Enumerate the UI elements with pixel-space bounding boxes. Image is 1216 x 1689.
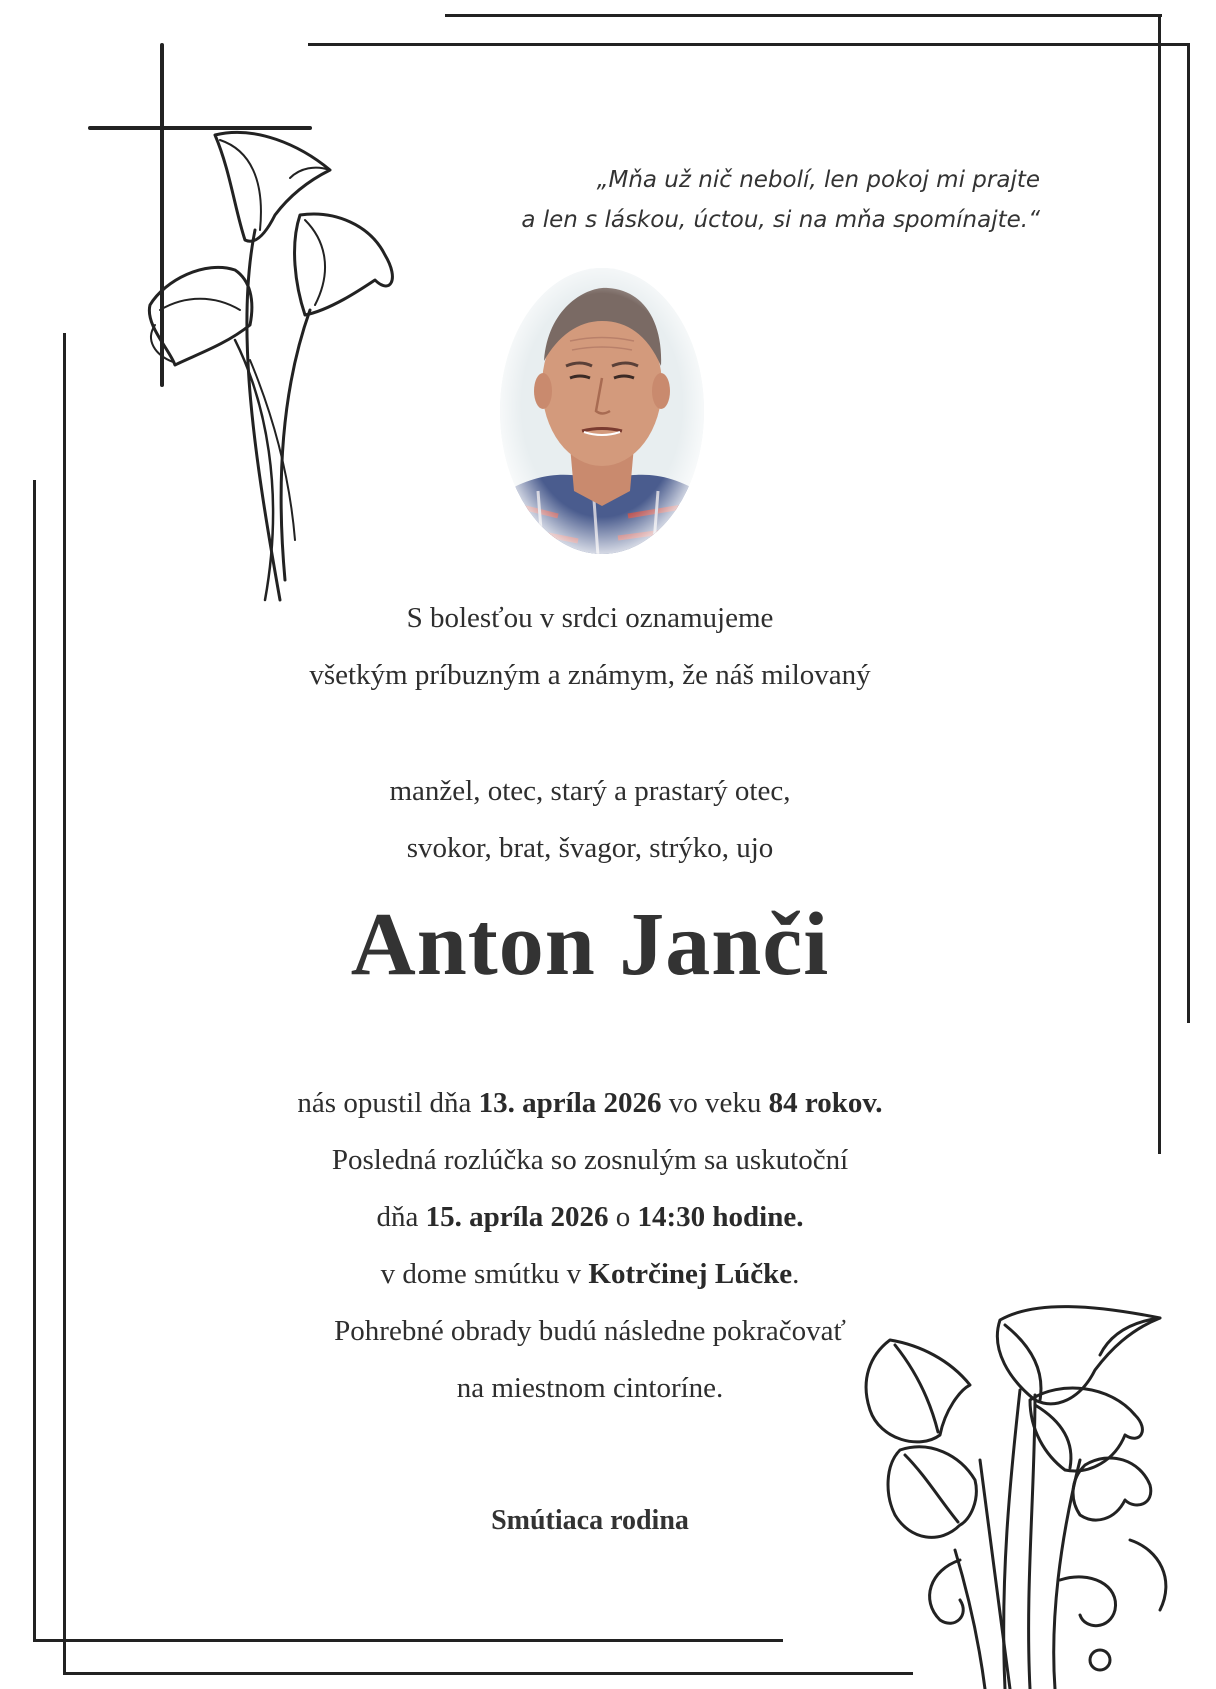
funeral-time-text: o [608, 1201, 638, 1233]
memorial-quote [380, 160, 1040, 240]
portrait-photo [498, 266, 706, 556]
death-text: nás opustil dňa [297, 1087, 479, 1119]
intro-line-2: všetkým príbuzným a známym, že náš milovaný [309, 659, 871, 691]
frame-line-bottom-outer [33, 1639, 783, 1642]
frame-line-left-outer [33, 480, 36, 1640]
place-period: . [792, 1258, 800, 1290]
funeral-place: Kotrčinej Lúčke [588, 1258, 793, 1290]
details-line-1 [150, 1075, 1030, 1132]
relations-line-2: svokor, brat, švagor, strýko, ujo [406, 832, 774, 864]
funeral-date: 15. apríla 2026 [425, 1201, 609, 1233]
frame-line-bottom-inner [63, 1672, 913, 1675]
signature: Smútiaca rodina [491, 1505, 689, 1536]
death-date: 13. apríla 2026 [478, 1087, 662, 1119]
age: 84 rokov. [768, 1087, 883, 1119]
funeral-day-text: dňa [376, 1201, 426, 1233]
frame-line-left-inner [63, 333, 66, 1675]
place-text: v dome smútku v [380, 1258, 589, 1290]
cross-with-calla-lilies-icon [85, 40, 425, 610]
quote-line-1: „Mňa už nič nebolí, len pokoj mi prajte [596, 167, 1040, 193]
relations-line-1: manžel, otec, starý a prastarý otec, [389, 775, 791, 807]
details-line-2: Posledná rozlúčka so zosnulým sa uskutoční [331, 1144, 849, 1176]
intro-line-1: S bolesťou v srdci oznamujeme [406, 602, 774, 634]
funeral-time: 14:30 hodine. [637, 1201, 804, 1233]
frame-line-top-outer [445, 14, 1162, 17]
family-relations [150, 763, 1030, 877]
frame-line-right-inner [1187, 43, 1190, 1023]
age-text: vo veku [661, 1087, 769, 1119]
deceased-name: Anton Janči [350, 895, 830, 994]
calla-lilies-icon [860, 1300, 1190, 1689]
details-line-6: na miestnom cintoríne. [456, 1372, 724, 1404]
announcement-intro [150, 590, 1030, 704]
quote-line-2: a len s láskou, úctou, si na mňa spomínajte.“ [521, 207, 1040, 233]
frame-line-right-outer [1158, 14, 1161, 1154]
frame-line-top-inner [308, 43, 1190, 46]
details-line-3 [150, 1189, 1030, 1246]
details-line-5: Pohrebné obrady budú následne pokračovať [334, 1315, 846, 1347]
details-line-4 [150, 1246, 1030, 1303]
